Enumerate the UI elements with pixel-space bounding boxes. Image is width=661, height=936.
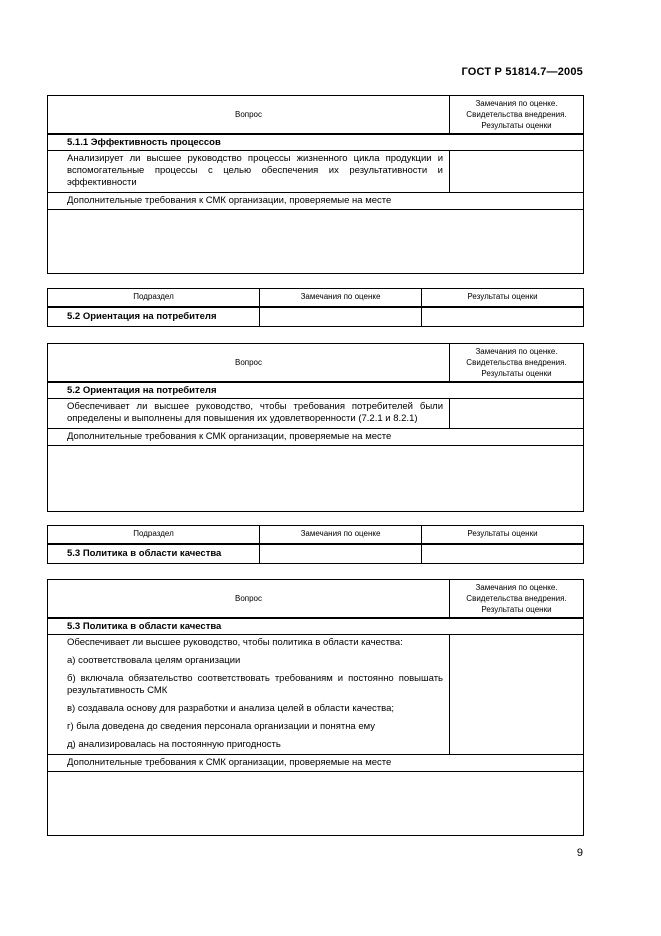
question-item: д) анализировалась на постоянную пригодность	[67, 739, 281, 750]
remarks-column-header: Замечания по оценке	[260, 526, 422, 544]
remarks-header-line-3: Результаты оценки	[481, 605, 552, 614]
question-column-header: Вопрос	[48, 96, 450, 135]
additional-requirements-field[interactable]	[48, 210, 584, 274]
question-text: Обеспечивает ли высшее руководство, чтобы требования потребителей были определены и выполнены для повышения их удовлетворенности (7.2.1 и 8.2.1)	[48, 399, 450, 429]
summary-table-5-2	[47, 288, 584, 327]
question-table-5-1-1	[47, 95, 584, 274]
remarks-header-line-2: Свидетельства внедрения.	[466, 358, 567, 367]
question-text: Анализирует ли высшее руководство процессы жизненного цикла продукции и вспомогательные процессы с целью обеспечения их результативности и эффективности	[48, 151, 450, 193]
additional-requirements-label: Дополнительные требования к СМК организации, проверяемые на месте	[48, 193, 584, 210]
question-text	[48, 635, 450, 755]
section-title: 5.2 Ориентация на потребителя	[48, 382, 584, 399]
subsection-name: 5.3 Политика в области качества	[48, 544, 260, 564]
results-cell[interactable]	[422, 307, 584, 327]
subsection-column-header: Подраздел	[48, 526, 260, 544]
remarks-cell[interactable]	[260, 544, 422, 564]
question-item: в) создавала основу для разработки и анализа целей в области качества;	[67, 703, 395, 714]
remarks-header-line-2: Свидетельства внедрения.	[466, 110, 567, 119]
subsection-name: 5.2 Ориентация на потребителя	[48, 307, 260, 327]
remarks-cell[interactable]	[450, 151, 584, 193]
question-column-header: Вопрос	[48, 344, 450, 383]
question-table-5-2	[47, 343, 584, 512]
results-column-header: Результаты оценки	[422, 526, 584, 544]
additional-requirements-label: Дополнительные требования к СМК организации, проверяемые на месте	[48, 755, 584, 772]
results-cell[interactable]	[422, 544, 584, 564]
page-number: 9	[576, 847, 583, 859]
remarks-header-line-1: Замечания по оценке.	[475, 99, 558, 108]
results-column-header: Результаты оценки	[422, 289, 584, 307]
remarks-cell[interactable]	[450, 399, 584, 429]
document-code: ГОСТ Р 51814.7—2005	[461, 66, 583, 78]
subsection-column-header: Подраздел	[48, 289, 260, 307]
question-column-header: Вопрос	[48, 580, 450, 619]
question-intro: Обеспечивает ли высшее руководство, чтобы политика в области качества:	[67, 637, 403, 648]
summary-table-5-3	[47, 525, 584, 564]
remarks-column-header: Замечания по оценке	[260, 289, 422, 307]
section-title: 5.3 Политика в области качества	[48, 618, 584, 635]
section-title: 5.1.1 Эффективность процессов	[48, 134, 584, 151]
remarks-header-line-1: Замечания по оценке.	[475, 347, 558, 356]
question-table-5-3	[47, 579, 584, 836]
remarks-cell[interactable]	[260, 307, 422, 327]
remarks-header-line-3: Результаты оценки	[481, 369, 552, 378]
question-item: б) включала обязательство соответствовать требованиям и постоянно повышать результативность СМК	[67, 673, 443, 696]
remarks-header-line-1: Замечания по оценке.	[475, 583, 558, 592]
additional-requirements-label: Дополнительные требования к СМК организации, проверяемые на месте	[48, 429, 584, 446]
additional-requirements-field[interactable]	[48, 772, 584, 836]
remarks-column-header	[450, 580, 584, 619]
remarks-column-header	[450, 344, 584, 383]
question-item: а) соответствовала целям организации	[67, 655, 241, 666]
additional-requirements-field[interactable]	[48, 446, 584, 512]
remarks-header-line-3: Результаты оценки	[481, 121, 552, 130]
remarks-header-line-2: Свидетельства внедрения.	[466, 594, 567, 603]
remarks-cell[interactable]	[450, 635, 584, 755]
question-item: г) была доведена до сведения персонала организации и понятна ему	[67, 721, 376, 732]
remarks-column-header	[450, 96, 584, 135]
